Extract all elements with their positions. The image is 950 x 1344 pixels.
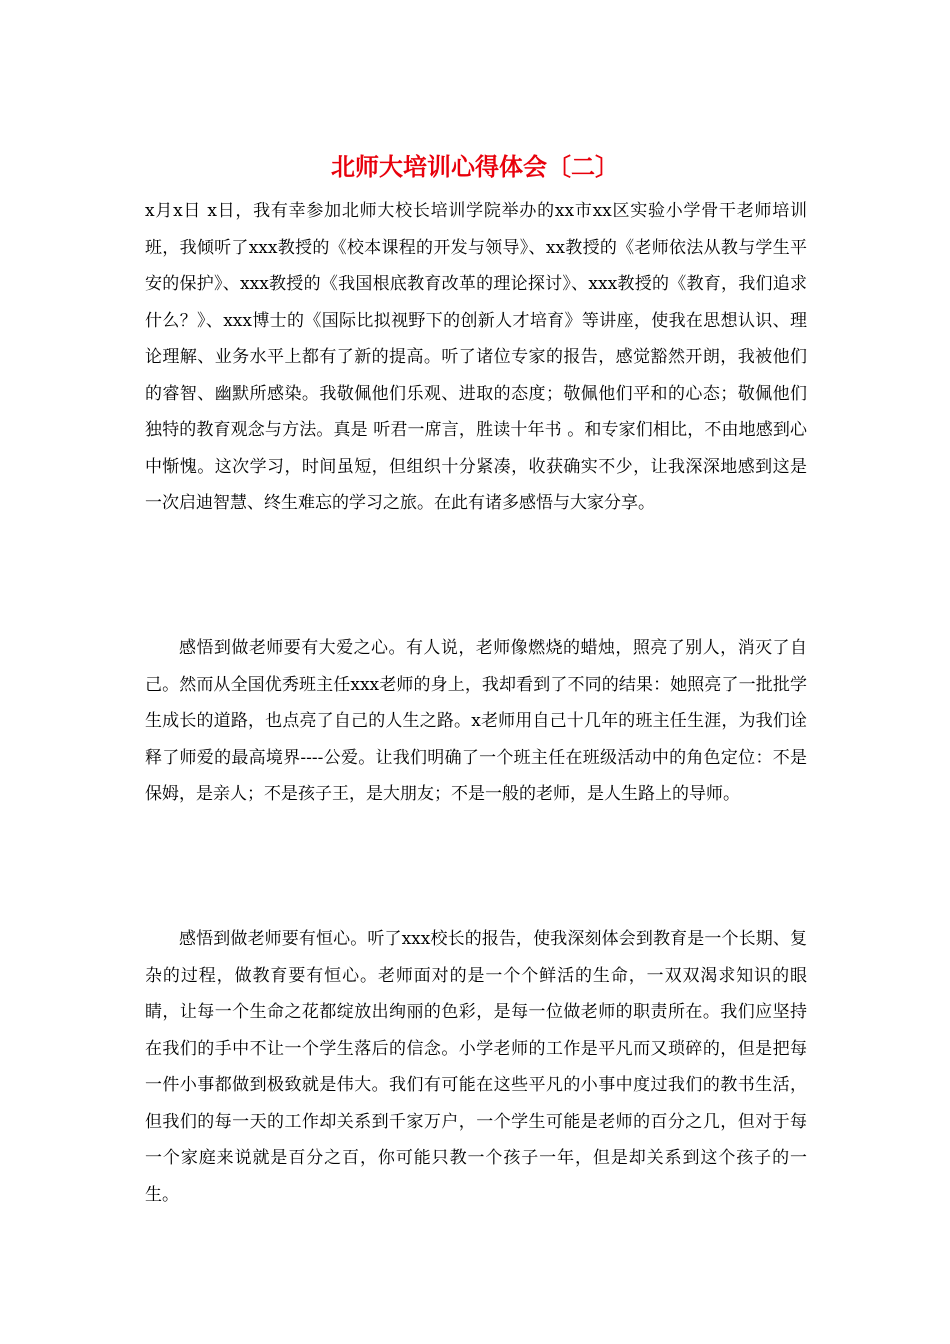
- paragraph-love: 感悟到做老师要有大爱之心。有人说，老师像燃烧的蜡烛，照亮了别人，消灭了自己。然而从全国优秀班主任xxx老师的身上，我却看到了不同的结果：她照亮了一批批学生成长的道路，也点亮了自己的人生之路。x老师用自己十几年的班主任生涯，为我们诠释了师爱的最高境界----公爱。让我们明确了一个班主任在班级活动中的角色定位：不是保姆，是亲人；不是孩子王，是大朋友；不是一般的老师，是人生路上的导师。: [145, 638, 807, 804]
- paragraph-perseverance: 感悟到做老师要有恒心。听了xxx校长的报告，使我深刻体会到教育是一个长期、复杂的过程，做教育要有恒心。老师面对的是一个个鲜活的生命，一双双渴求知识的眼睛，让每一个生命之花都绽放出绚丽的色彩，是每一位做老师的职责所在。我们应坚持在我们的手中不让一个学生落后的信念。小学老师的工作是平凡而又琐碎的，但是把每一件小事都做到极致就是伟大。我们有可能在这些平凡的小事中度过我们的教书生活，但我们的每一天的工作却关系到千家万户，一个学生可能是老师的百分之几，但对于每一个家庭来说就是百分之百，你可能只教一个孩子一年，但是却关系到这个孩子的一生。: [145, 929, 807, 1205]
- document-title: 北师大培训心得体会〔二〕: [331, 152, 619, 181]
- paragraph-intro: x月x日 x日，我有幸参加北师大校长培训学院举办的xx市xx区实验小学骨干老师培训班，我倾听了xxx教授的《校本课程的开发与领导》、xx教授的《老师依法从教与学生平安的保护》、xxx教授的《我国根底教育改革的理论探讨》、xxx教授的《教育，我们追求什么？》、xxx博士的《国际比拟视野下的创新人才培育》等讲座，使我在思想认识、理论理解、业务水平上都有了新的提高。听了诸位专家的报告，感觉豁然开朗，我被他们的睿智、幽默所感染。我敬佩他们乐观、进取的态度；敬佩他们平和的心态；敬佩他们独特的教育观念与方法。真是 听君一席言，胜读十年书 。和专家们相比，不由地感到心中惭愧。这次学习，时间虽短，但组织十分紧凑，收获确实不少，让我深深地感到这是一次启迪智慧、终生难忘的学习之旅。在此有诸多感悟与大家分享。: [145, 201, 807, 513]
